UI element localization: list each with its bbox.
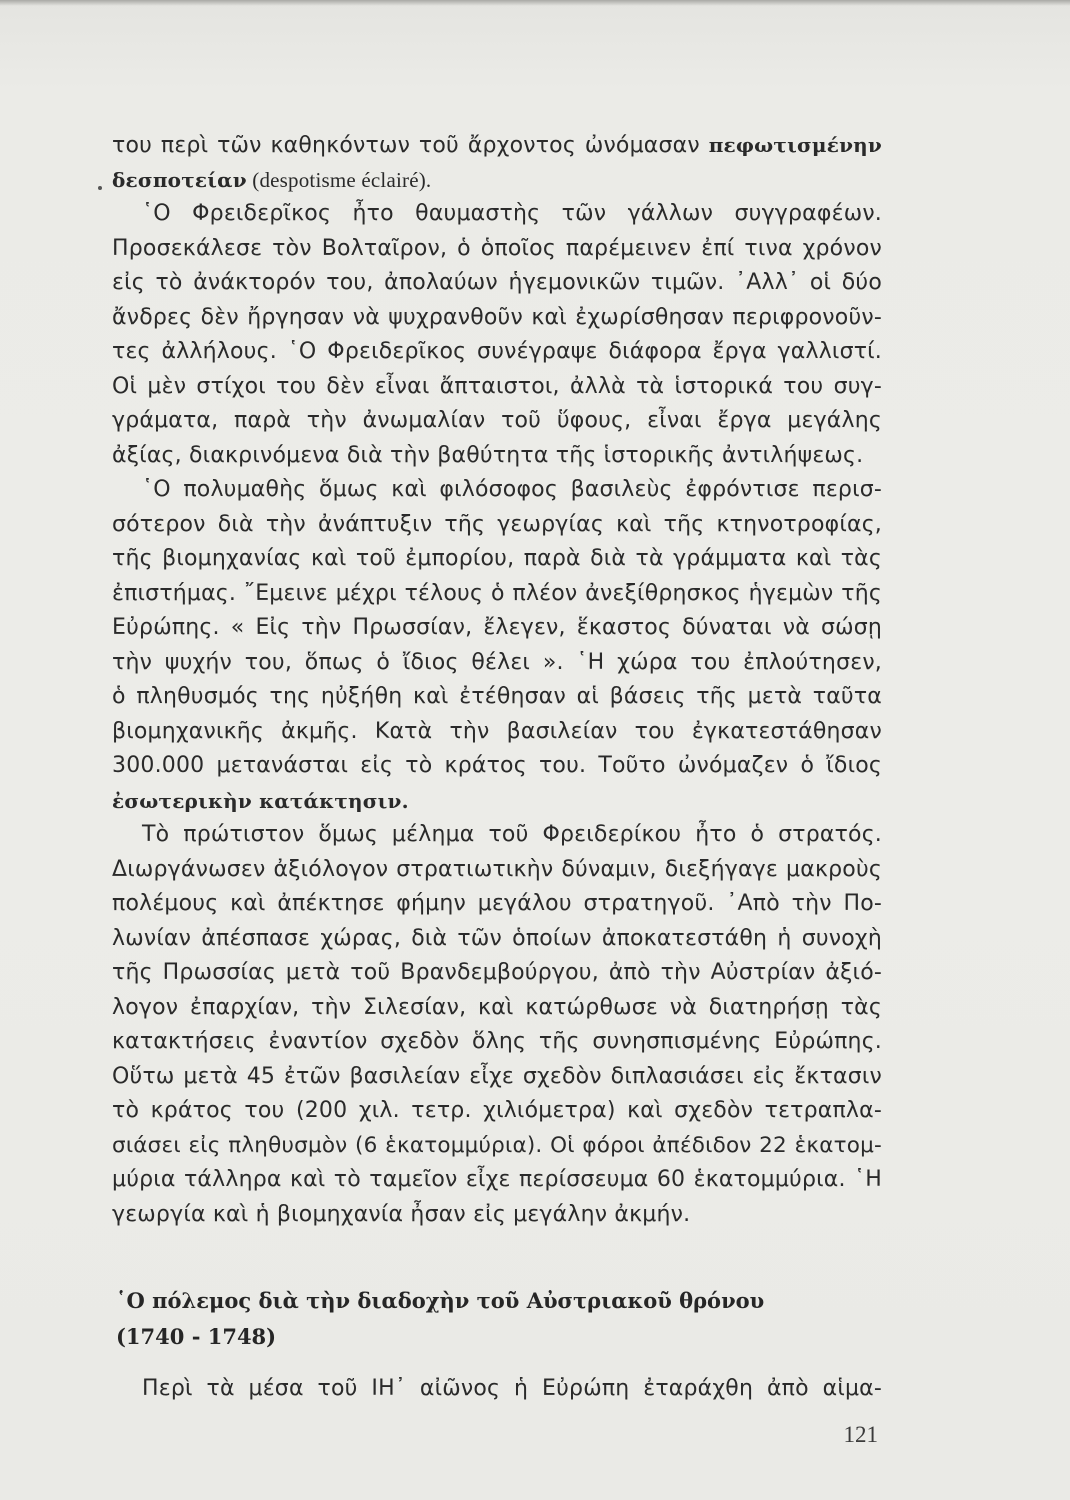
text-line: Τὸ πρώτιστον ὅμως μέλημα τοῦ Φρειδερίκου ἦτο ὁ στρατός. (142, 822, 882, 847)
text-line: ῾Ο Φρειδερῖκος ἦτο θαυμαστὴς τῶν γάλλων συγγραφέων. (142, 201, 882, 226)
text-line: τῆς βιομηχανίας καὶ τοῦ ἐμπορίου, παρὰ διὰ τὰ γράμματα καὶ τὰς (112, 546, 882, 571)
latin-term: (despotisme éclairé). (246, 167, 432, 192)
main-text (112, 128, 882, 1232)
margin-dot-mark (98, 186, 102, 190)
text-line: ἄνδρες δὲν ἤργησαν νὰ ψυχρανθοῦν καὶ ἐχωρίσθησαν περιφρονοῦν- (112, 304, 882, 330)
text-line: σότερον διὰ τὴν ἀνάπτυξιν τῆς γεωργίας καὶ τῆς κτηνοτροφίας, (112, 511, 882, 537)
section-heading-dates: (1740 - 1748) (116, 1324, 277, 1349)
text-line (112, 163, 882, 198)
section-heading (116, 1283, 816, 1355)
text-line: Οἱ μὲν στίχοι του δὲν εἶναι ἄπταιστοι, ἀλλὰ τὰ ἱστορικά του συγ- (112, 373, 882, 399)
final-paragraph (112, 1372, 882, 1407)
bold-term: δεσποτείαν (112, 167, 247, 192)
text-line: λωνίαν ἀπέσπασε χώρας, διὰ τῶν ὁποίων ἀποκατεστάθη ἡ συνοχὴ (112, 925, 882, 951)
text-line: ὁ πληθυσμός της ηὐξήθη καὶ ἐτέθησαν αἱ βάσεις τῆς μετὰ ταῦτα (112, 684, 882, 709)
text-line: γεωργία καὶ ἡ βιομηχανία ἦσαν εἰς μεγάλην ἀκμήν. (112, 1201, 691, 1227)
bold-term: πεφωτισμένην (708, 133, 882, 157)
text-line: 300.000 μετανάσται εἰς τὸ κράτος του. Τοῦτο ὠνόμαζεν ὁ ἴδιος (112, 753, 882, 778)
text-line: μύρια τάλληρα καὶ τὸ ταμεῖον εἶχε περίσσευμα 60 ἑκατομμύρια. ῾Η (112, 1167, 882, 1192)
page-top-shadow (0, 0, 1070, 6)
text-line: πολέμους καὶ ἀπέκτησε φήμην μεγάλου στρατηγοῦ. ᾿Απὸ τὴν Πο- (112, 891, 882, 916)
text-line: τὸ κράτος του (200 χιλ. τετρ. χιλιόμετρα) καὶ σχεδὸν τετραπλα- (112, 1098, 882, 1123)
text-line: τὴν ψυχήν του, ὅπως ὁ ἴδιος θέλει ». ῾Η χώρα του ἐπλούτησεν, (112, 649, 882, 675)
text-line: Προσεκάλεσε τὸν Βολταῖρον, ὁ ὁποῖος παρέμεινεν ἐπί τινα χρόνον (112, 235, 882, 261)
text-line (112, 784, 882, 819)
text-line: ῾Ο πολυμαθὴς ὅμως καὶ φιλόσοφος βασιλεὺς ἐφρόντισε περισ- (142, 477, 882, 502)
text-line: Περὶ τὰ μέσα τοῦ ΙΗ᾿ αἰῶνος ἡ Εὐρώπη ἐταράχθη ἀπὸ αἱμα- (142, 1376, 882, 1401)
text-line: Εὐρώπης. « Εἰς τὴν Πρωσσίαν, ἔλεγεν, ἕκαστος δύναται νὰ σώσῃ (112, 615, 882, 640)
text-line: Οὕτω μετὰ 45 ἐτῶν βασιλείαν εἶχε σχεδὸν διπλασιάσει εἰς ἔκτασιν (112, 1063, 882, 1089)
bold-term: ἐσωτερικὴν κατάκτησιν. (112, 788, 409, 813)
text-line: εἰς τὸ ἀνάκτορόν του, ἀπολαύων ἡγεμονικῶν τιμῶν. ᾿Αλλ᾿ οἱ δύο (112, 270, 882, 295)
page-number: 121 (843, 1422, 878, 1447)
text-line: λογον ἐπαρχίαν, τὴν Σιλεσίαν, καὶ κατώρθωσε νὰ διατηρήσῃ τὰς (112, 994, 882, 1020)
text-line: τῆς Πρωσσίας μετὰ τοῦ Βρανδεμβούργου, ἀπὸ τὴν Αὐστρίαν ἀξιό- (112, 960, 882, 985)
text-line: σιάσει εἰς πληθυσμὸν (6 ἑκατομμύρια). Οἱ φόροι ἀπέδιδον 22 ἑκατομ- (112, 1132, 882, 1158)
text-line: ἀξίας, διακρινόμενα διὰ τὴν βαθύτητα τῆς ἱστορικῆς ἀντιλήψεως. (112, 442, 864, 468)
text-line: βιομηχανικῆς ἀκμῆς. Κατὰ τὴν βασιλείαν του ἐγκατεστάθησαν (112, 718, 882, 744)
text-line: τες ἀλλήλους. ῾Ο Φρειδερῖκος συνέγραψε διάφορα ἔργα γαλλιστί. (112, 339, 882, 364)
section-heading-title: ῾Ο πόλεμος διὰ τὴν διαδοχὴν τοῦ Αὐστριακοῦ θρόνου (116, 1288, 765, 1313)
text-line: γράματα, παρὰ τὴν ἀνωμαλίαν τοῦ ὕφους, εἶναι ἔργα μεγάλης (112, 408, 882, 433)
text-span: του περὶ τῶν καθηκόντων τοῦ ἄρχοντος ὠνόμασαν (112, 133, 709, 158)
text-line: ἐπιστήμας. ῎Εμεινε μέχρι τέλους ὁ πλέον ἀνεξίθρησκος ἡγεμὼν τῆς (112, 580, 882, 606)
text-line (112, 128, 882, 163)
text-line: Διωργάνωσεν ἀξιόλογον στρατιωτικὴν δύναμιν, διεξήγαγε μακροὺς (112, 856, 882, 882)
text-line: κατακτήσεις ἐναντίον σχεδὸν ὅλης τῆς συνησπισμένης Εὐρώπης. (112, 1029, 882, 1054)
